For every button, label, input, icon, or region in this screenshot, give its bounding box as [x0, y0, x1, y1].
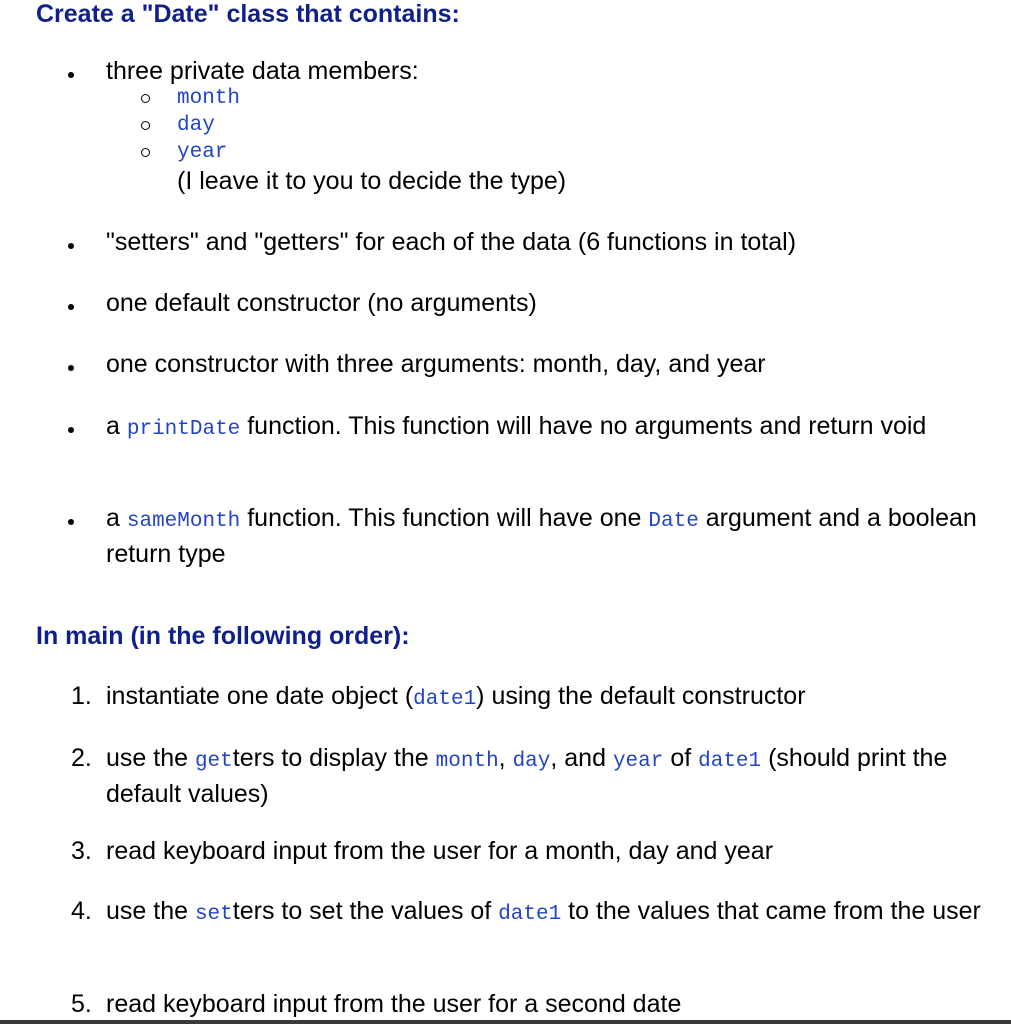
sub-bullet-circle: [141, 94, 150, 103]
item-text: a: [106, 412, 127, 440]
item-text: a: [106, 504, 127, 532]
bottom-divider: [0, 1020, 1011, 1024]
item-text: argument and a boolean return type: [106, 504, 977, 568]
list-item-default-constructor: one default constructor (no arguments): [106, 289, 537, 317]
bullet-dot: [68, 72, 74, 78]
code-day: day: [512, 750, 551, 773]
step-number: 1.: [71, 682, 92, 710]
step-read-input: read keyboard input from the user for a month, day and year: [106, 837, 774, 865]
member-year: year: [177, 141, 228, 164]
step-number: 4.: [71, 897, 92, 925]
bullet-dot: [68, 365, 74, 371]
member-day: day: [177, 114, 215, 137]
item-text: of: [663, 744, 699, 772]
item-text: use the: [106, 897, 195, 925]
type-note: (I leave it to you to decide the type): [177, 167, 567, 195]
code-month: month: [435, 750, 499, 773]
code-set: set: [194, 903, 233, 926]
code-date1: date1: [498, 903, 562, 926]
sub-bullet-circle: [141, 121, 150, 130]
item-text: ,: [498, 744, 513, 772]
step-instantiate: [106, 680, 986, 716]
step-number: 3.: [71, 837, 92, 865]
list-item-setters-getters: "setters" and "getters" for each of the data (6 functions in total): [106, 228, 797, 256]
class-heading: Create a "Date" class that contains:: [36, 0, 460, 28]
code-samemonth: sameMonth: [126, 510, 241, 533]
code-date1: date1: [698, 750, 762, 773]
step-setters: [106, 895, 986, 931]
item-text: use the: [106, 744, 195, 772]
code-date-type: Date: [648, 510, 699, 533]
bullet-dot: [68, 304, 74, 310]
item-text: ters to set the values of: [232, 897, 499, 925]
item-text: function. This function will have no arguments and return void: [240, 412, 927, 440]
list-item-printdate: [106, 410, 986, 446]
list-item-samemonth: [106, 502, 986, 570]
list-item-three-arg-constructor: one constructor with three arguments: month, day, and year: [106, 350, 766, 378]
bullet-dot: [68, 427, 74, 433]
item-text: ) using the default constructor: [476, 682, 806, 710]
item-text: function. This function will have one: [240, 504, 649, 532]
step-number: 2.: [71, 744, 92, 772]
bullet-dot: [68, 243, 74, 249]
bullet-dot: [68, 519, 74, 525]
code-printdate: printDate: [126, 418, 241, 441]
item-text: ters to display the: [232, 744, 436, 772]
code-date1: date1: [413, 688, 477, 711]
code-year: year: [612, 750, 664, 773]
list-item-data-members: three private data members:: [106, 57, 419, 85]
item-text: (should print the default values): [106, 744, 948, 808]
step-second-date: read keyboard input from the user for a second date: [106, 990, 682, 1018]
item-text: instantiate one date object (: [106, 682, 414, 710]
step-number: 5.: [71, 990, 92, 1018]
code-get: get: [194, 750, 233, 773]
step-getters: [106, 742, 986, 810]
sub-bullet-circle: [141, 148, 150, 157]
item-text: , and: [550, 744, 613, 772]
item-text: to the values that came from the user: [561, 897, 981, 925]
member-month: month: [177, 87, 241, 110]
main-heading: In main (in the following order):: [36, 622, 410, 650]
